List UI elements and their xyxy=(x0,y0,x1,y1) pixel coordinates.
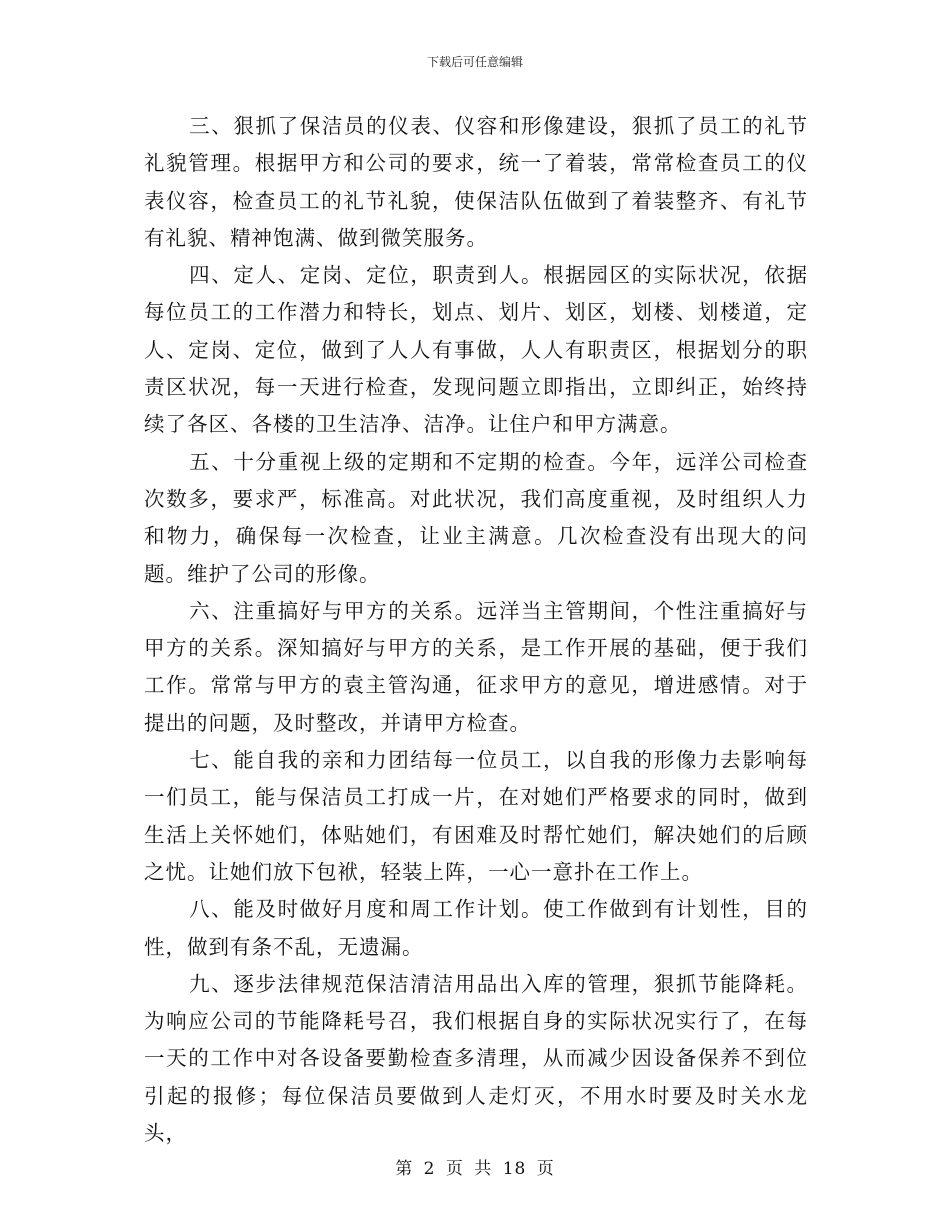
paragraph-3: 三、狠抓了保洁员的仪表、仪容和形像建设，狠抓了员工的礼节礼貌管理。根据甲方和公司的要求，统一了着装，常常检查员工的仪表仪容，检查员工的礼节礼貌，使保洁队伍做到了着装整齐、有礼节有礼貌、精神饱满、做到微笑服务。 xyxy=(144,114,808,250)
paragraph-9: 九、逐步法律规范保洁清洁用品出入库的管理，狠抓节能降耗。为响应公司的节能降耗号召，我们根据自身的实际状况实行了，在每一天的工作中对各设备要勤检查多清理，从而减少因设备保养不到位引起的报修；每位保洁员要做到人走灯灭，不用水时要及时关水龙头， xyxy=(144,971,808,1146)
paragraph-8: 八、能及时做好月度和周工作计划。使工作做到有计划性，目的性，做到有条不乱，无遗漏。 xyxy=(144,897,808,959)
paragraph-6: 六、注重搞好与甲方的关系。远洋当主管期间，个性注重搞好与甲方的关系。深知搞好与甲方的关系，是工作开展的基础，便于我们工作。常常与甲方的袁主管沟通，征求甲方的意见，增进感情。对于提出的问题，及时整改，并请甲方检查。 xyxy=(144,598,808,735)
page-header: 下载后可任意编辑 xyxy=(426,55,523,69)
paragraph-5: 五、十分重视上级的定期和不定期的检查。今年，远洋公司检查次数多，要求严，标准高。对此状况，我们高度重视，及时组织人力和物力，确保每一次检查，让业主满意。几次检查没有出现大的问题。维护了公司的形像。 xyxy=(144,449,808,586)
paragraph-4: 四、定人、定岗、定位，职责到人。根据园区的实际状况，依据每位员工的工作潜力和特长，划点、划片、划区，划楼、划楼道，定人、定岗、定位，做到了人人有事做，人人有职责区，根据划分的职责区状况，每一天进行检查，发现问题立即指出，立即纠正，始终持续了各区、各楼的卫生洁净、洁净。让住户和甲方满意。 xyxy=(144,263,808,437)
paragraph-7: 七、能自我的亲和力团结每一位员工，以自我的形像力去影响每一们员工，能与保洁员工打成一片，在对她们严格要求的同时，做到生活上关怀她们，体贴她们，有困难及时帮忙她们，解决她们的后顾之忧。让她们放下包袱，轻装上阵，一心一意扑在工作上。 xyxy=(144,748,808,884)
page-number-footer: 第 2 页 共 18 页 xyxy=(395,1159,555,1179)
document-body xyxy=(144,108,808,1152)
